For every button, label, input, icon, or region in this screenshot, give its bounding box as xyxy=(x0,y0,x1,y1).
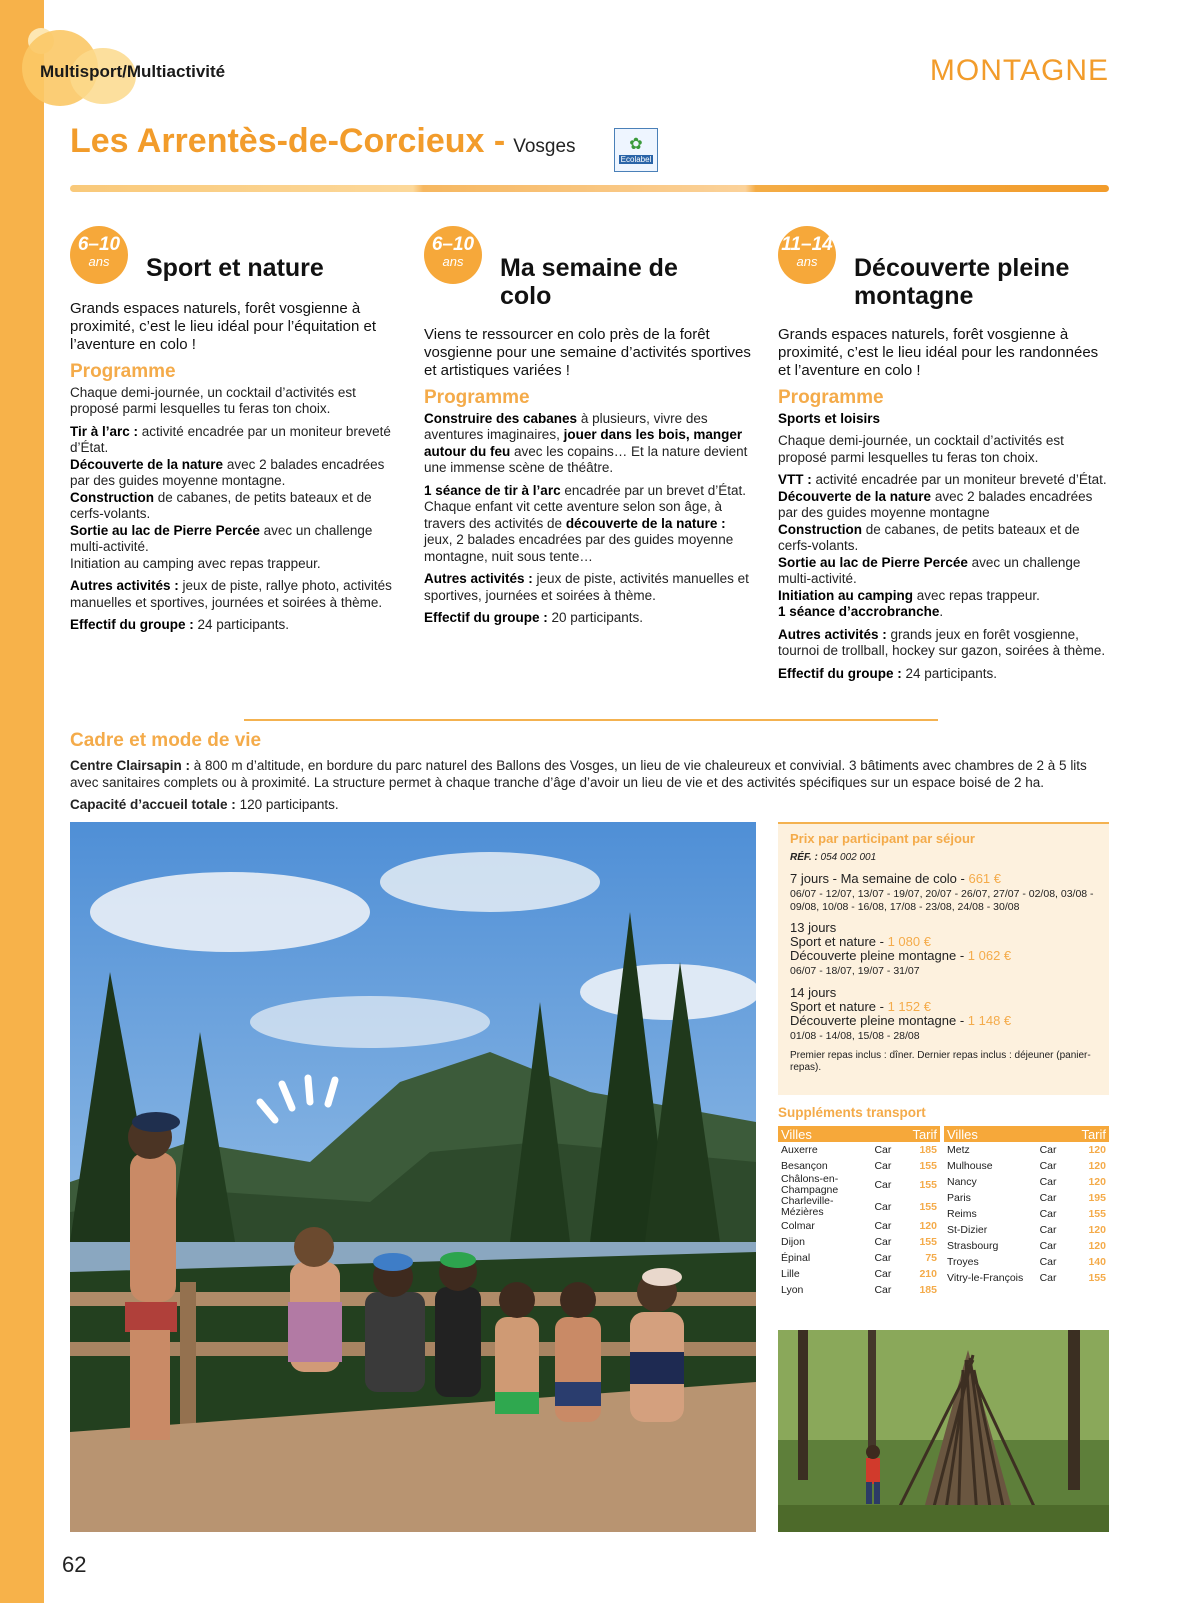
transport-row xyxy=(944,1158,1109,1174)
price-duration: 13 jours xyxy=(790,920,837,935)
programme-text: Sortie au lac de Pierre Percée avec un challenge multi-activité. xyxy=(778,554,1081,586)
mode-cell: Car xyxy=(874,1251,892,1264)
forest-hut-photo xyxy=(778,1330,1109,1532)
programme-text: Chaque demi-journée, un cocktail d’activités est proposé parmi lesquelles tu feras ton choix. xyxy=(70,384,356,416)
transport-row xyxy=(944,1222,1109,1238)
cadre-text: Centre Clairsapin : à 800 m d’altitude, en bordure du parc naturel des Ballons des Vosges, un lieu de vie chaleureux et convivial. 3 bâtiments avec chambres de 2 à 5 lits avec sanitaires complets ou à proximité. La structure permet à chaque tranche d’âge d’avoir un lieu de vie et des activités spécifiques sur un espace boisé de 2 ha. xyxy=(70,758,1087,790)
city-cell: Reims xyxy=(947,1207,977,1220)
column-header: Villes xyxy=(778,1126,871,1142)
city-cell: Strasbourg xyxy=(947,1239,999,1252)
programme-text: Tir à l’arc : activité encadrée par un moniteur breveté d’État. xyxy=(70,423,391,455)
transport-row xyxy=(778,1218,940,1234)
age-badge: 11–14 ans xyxy=(778,226,836,284)
children-lookout-photo xyxy=(70,822,756,1532)
transport-row xyxy=(944,1206,1109,1222)
reference: RÉF. : 054 002 001 xyxy=(790,852,877,863)
transport-row xyxy=(778,1266,940,1282)
transport-row xyxy=(944,1174,1109,1190)
stay-intro: Grands espaces naturels, forêt vosgienne à proximité, c’est le lieu idéal pour l’équitation et l’aventure en colo ! xyxy=(70,300,376,353)
price-line: Découverte pleine montagne - 1 062 € xyxy=(790,948,1012,963)
price-cell: 120 xyxy=(1088,1223,1106,1236)
programme-text: Sortie au lac de Pierre Percée avec un challenge multi-activité. xyxy=(70,522,373,554)
age-badge: 6–10 ans xyxy=(70,226,128,284)
programme-text: Initiation au camping avec repas trappeur. xyxy=(70,555,321,571)
programme-text: Autres activités : jeux de piste, activités manuelles et sportives, journées et soirées à thème. xyxy=(424,571,749,603)
price-cell: 120 xyxy=(1088,1143,1106,1156)
price-cell: 120 xyxy=(1088,1175,1106,1188)
page-number: 62 xyxy=(62,1552,87,1577)
transport-heading: Suppléments transport xyxy=(778,1105,926,1120)
transport-row xyxy=(778,1174,940,1196)
mode-cell: Car xyxy=(1039,1239,1057,1252)
mode-cell: Car xyxy=(874,1143,892,1156)
city-cell: Châlons-en-Champagne xyxy=(781,1173,839,1196)
city-cell: St-Dizier xyxy=(947,1223,988,1236)
mode-cell: Car xyxy=(874,1200,892,1213)
price-dates: 01/08 - 14/08, 15/08 - 28/08 xyxy=(790,1029,920,1042)
transport-row xyxy=(944,1142,1109,1158)
price-line: 7 jours - Ma semaine de colo - 661 € xyxy=(790,871,1002,886)
price-cell: 155 xyxy=(1088,1271,1106,1284)
mode-cell: Car xyxy=(874,1219,892,1232)
city-cell: Auxerre xyxy=(781,1143,818,1156)
price-cell: 155 xyxy=(919,1159,937,1172)
mode-cell: Car xyxy=(1039,1143,1057,1156)
transport-row xyxy=(778,1282,940,1298)
price-dates: 06/07 - 12/07, 13/07 - 19/07, 20/07 - 26/07, 27/07 - 02/08, 03/08 - 09/08, 10/08 - 16/08, 17/08 - 23/08, 24/08 - 30/08 xyxy=(790,888,1094,913)
stay-intro: Grands espaces naturels, forêt vosgienne à proximité, c’est le lieu idéal pour les randonnées et l’aventure en colo ! xyxy=(778,326,1099,379)
city-cell: Nancy xyxy=(947,1175,977,1188)
transport-row xyxy=(944,1238,1109,1254)
page-subtitle: Vosges xyxy=(513,136,576,157)
programme-text: Découverte de la nature avec 2 balades encadrées par des guides moyenne montagne. xyxy=(70,456,385,488)
city-cell: Dijon xyxy=(781,1235,805,1248)
mode-cell: Car xyxy=(1039,1175,1057,1188)
transport-row xyxy=(944,1254,1109,1270)
programme-text: Chaque demi-journée, un cocktail d’activités est proposé parmi lesquelles tu feras ton choix. xyxy=(778,433,1064,465)
price-dates: 06/07 - 18/07, 19/07 - 31/07 xyxy=(790,965,920,977)
price-header: Prix par participant par séjour xyxy=(790,831,975,846)
city-cell: Vitry-le-François xyxy=(947,1271,1024,1284)
price-cell: 140 xyxy=(1088,1255,1106,1268)
mode-cell: Car xyxy=(1039,1159,1057,1172)
mode-cell: Car xyxy=(1039,1191,1057,1204)
price-line: Sport et nature - 1 080 € xyxy=(790,934,931,949)
programme-text: Construire des cabanes à plusieurs, vivre des aventures imaginaires, jouer dans les bois, manger autour du feu avec les copains… Et la nature devient une immense scène de théâtre. xyxy=(424,410,748,475)
transport-table-right xyxy=(944,1126,1109,1286)
programme-text: 1 séance d’accrobranche. xyxy=(778,604,944,619)
transport-row xyxy=(778,1142,940,1158)
price-cell: 120 xyxy=(919,1219,937,1232)
price-cell: 195 xyxy=(1088,1191,1106,1204)
price-cell: 155 xyxy=(919,1200,937,1213)
stay-title: Sport et nature xyxy=(146,254,324,282)
stay-column-semaine-colo xyxy=(424,226,752,633)
city-cell: Charleville-Mézières xyxy=(781,1195,834,1218)
price-cell: 185 xyxy=(919,1143,937,1156)
price-cell: 155 xyxy=(1088,1207,1106,1220)
programme-text: 1 séance de tir à l’arc encadrée par un brevet d’État. Chaque enfant vit cette aventure selon son âge, à travers des activités de découverte de la nature : jeux, 2 balades encadrées par des guides moyenne montagne, nuit sous tente… xyxy=(424,482,746,564)
programme-text: Initiation au camping avec repas trappeur. xyxy=(778,587,1040,603)
group-size: Effectif du groupe : 24 participants. xyxy=(778,665,998,681)
ecolabel-text: Ecolabel xyxy=(620,154,652,164)
group-size: Effectif du groupe : 24 participants. xyxy=(70,617,290,632)
transport-row xyxy=(778,1234,940,1250)
price-line: Sport et nature - 1 152 € xyxy=(790,998,931,1014)
city-cell: Colmar xyxy=(781,1219,815,1232)
programme-text: Construction de cabanes, de petits bateaux et de cerfs-volants. xyxy=(778,521,1080,553)
group-size: Effectif du groupe : 20 participants. xyxy=(424,610,644,625)
mode-cell: Car xyxy=(874,1159,892,1172)
mode-cell: Car xyxy=(874,1178,892,1191)
column-header: Tarif xyxy=(1075,1126,1109,1142)
price-cell: 185 xyxy=(919,1283,937,1296)
stay-column-pleine-montagne xyxy=(778,226,1112,688)
programme-heading: Programme xyxy=(70,361,176,382)
stay-intro: Viens te ressourcer en colo près de la forêt vosgienne pour une semaine d’activités sportives et artistiques variées ! xyxy=(424,326,751,379)
transport-table-left xyxy=(778,1126,940,1298)
city-cell: Lyon xyxy=(781,1283,804,1296)
stay-title: Ma semaine de colo xyxy=(500,254,678,310)
programme-text: Découverte de la nature avec 2 balades encadrées par des guides moyenne montagne xyxy=(778,488,1093,520)
city-cell: Troyes xyxy=(947,1255,979,1268)
capacity-text: Capacité d’accueil totale : 120 participants. xyxy=(70,797,339,812)
city-cell: Besançon xyxy=(781,1159,828,1172)
stay-title: Découverte pleine montagne xyxy=(854,254,1070,310)
price-duration: 14 jours xyxy=(790,984,837,1000)
mode-cell: Car xyxy=(1039,1223,1057,1236)
meal-note: Premier repas inclus : dîner. Dernier repas inclus : déjeuner (panier-repas). xyxy=(790,1050,1091,1073)
region-label: MONTAGNE xyxy=(929,54,1109,87)
section-divider xyxy=(244,719,938,721)
mode-cell: Car xyxy=(874,1267,892,1280)
age-badge: 6–10 ans xyxy=(424,226,482,284)
programme-text: Autres activités : grands jeux en forêt vosgienne, tournoi de trollball, hockey sur gazon, soirées à thème. xyxy=(778,626,1106,658)
price-cell: 155 xyxy=(919,1178,937,1191)
programme-heading: Programme xyxy=(778,387,884,408)
price-line: Découverte pleine montagne - 1 148 € xyxy=(790,1012,1012,1028)
programme-heading: Programme xyxy=(424,387,530,408)
price-cell: 75 xyxy=(925,1251,937,1264)
mode-cell: Car xyxy=(1039,1207,1057,1220)
city-cell: Mulhouse xyxy=(947,1159,993,1172)
transport-row xyxy=(778,1250,940,1266)
column-header: Tarif xyxy=(909,1126,940,1142)
transport-row xyxy=(778,1158,940,1174)
programme-text: Autres activités : jeux de piste, rallye photo, activités manuelles et sportives, journées et soirées à thème. xyxy=(70,578,392,610)
price-cell: 120 xyxy=(1088,1159,1106,1172)
programme-text: Construction de cabanes, de petits bateaux et de cerfs-volants. xyxy=(70,489,372,521)
programme-text: VTT : activité encadrée par un moniteur breveté d’État. xyxy=(778,472,1107,487)
mode-cell: Car xyxy=(1039,1271,1057,1284)
transport-row xyxy=(944,1190,1109,1206)
page-title: Les Arrentès-de-Corcieux - xyxy=(70,122,506,160)
city-cell: Lille xyxy=(781,1267,800,1280)
programme-subheading: Sports et loisirs xyxy=(778,410,881,426)
category-label: Multisport/Multiactivité xyxy=(40,62,226,81)
mode-cell: Car xyxy=(874,1235,892,1248)
stay-column-sport-nature xyxy=(70,226,398,640)
city-cell: Épinal xyxy=(781,1251,811,1264)
left-accent-bar xyxy=(0,0,44,1603)
ecolabel-logo xyxy=(614,128,658,172)
city-cell: Paris xyxy=(947,1191,971,1204)
price-cell: 210 xyxy=(919,1267,937,1280)
flower-icon: ✿ xyxy=(629,135,643,153)
column-header: Villes xyxy=(944,1126,1037,1142)
mode-cell: Car xyxy=(1039,1255,1057,1268)
price-cell: 120 xyxy=(1088,1239,1106,1252)
price-cell: 155 xyxy=(919,1235,937,1248)
page-title-row xyxy=(70,122,576,161)
cadre-heading: Cadre et mode de vie xyxy=(70,730,262,751)
price-panel xyxy=(778,822,1109,1095)
transport-row xyxy=(944,1270,1109,1286)
transport-row xyxy=(778,1196,940,1218)
mode-cell: Car xyxy=(874,1283,892,1296)
title-divider xyxy=(70,185,1109,192)
city-cell: Metz xyxy=(947,1143,970,1156)
